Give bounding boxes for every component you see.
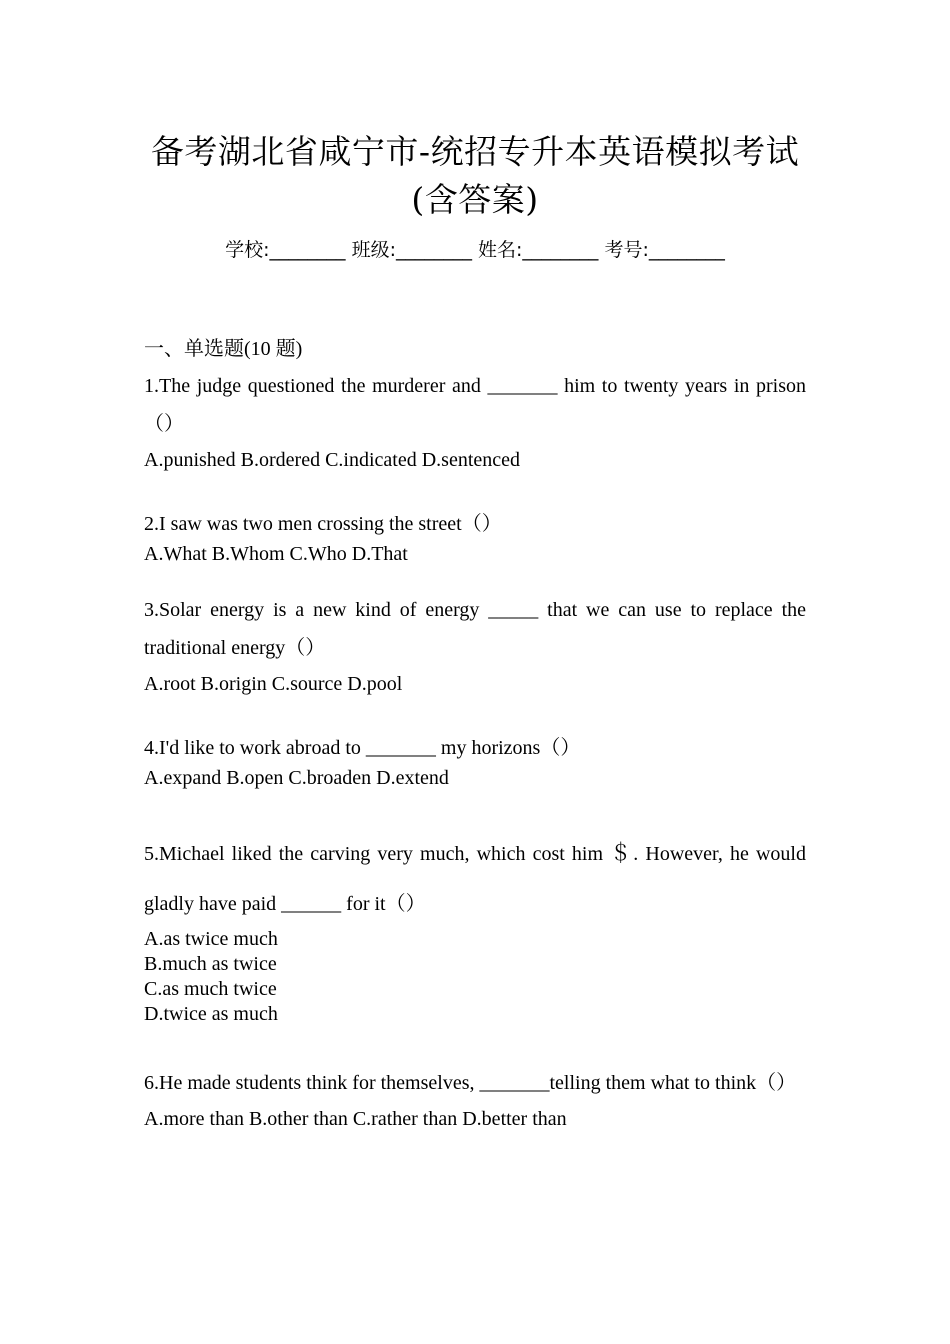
question-stem: 1.The judge questioned the murderer and _______ him to twenty years in prison（） (144, 375, 806, 435)
option-a: A.as twice much (144, 928, 278, 950)
option-d: D.twice as much (144, 1003, 278, 1025)
question-options: A.punished B.ordered C.indicated D.sentenced (144, 449, 521, 471)
question-3 (144, 591, 806, 697)
question-options: A.expand B.open C.broaden D.extend (144, 767, 449, 789)
page-title: 备考湖北省咸宁市-统招专升本英语模拟考试(含答案) (150, 132, 800, 219)
question-options: A.root B.origin C.source D.pool (144, 673, 403, 695)
question-6 (144, 1064, 806, 1132)
student-info-line: 学校:________ 班级:________ 姓名:________ 考号:________ (225, 239, 725, 261)
question-2 (144, 505, 806, 567)
option-b: B.much as twice (144, 953, 277, 975)
question-5 (144, 828, 806, 1027)
question-options: A.What B.Whom C.Who D.That (144, 543, 408, 565)
question-stem: 2.I saw was two men crossing the street（） (144, 513, 502, 535)
question-options (144, 927, 806, 1027)
section-heading: 一、单选题(10 题) (144, 338, 303, 360)
question-options: A.more than B.other than C.rather than D.better than (144, 1108, 567, 1130)
question-stem: 4.I'd like to work abroad to _______ my horizons（） (144, 737, 581, 759)
option-c: C.as much twice (144, 978, 277, 1000)
question-stem: 6.He made students think for themselves, _______telling them what to think（） (144, 1072, 797, 1094)
question-1 (144, 367, 806, 473)
question-stem: 5.Michael liked the carving very much, which cost him ＄. However, he would gladly have paid ______ for it（） (144, 841, 806, 915)
question-stem: 3.Solar energy is a new kind of energy _____ that we can use to replace the traditional energy（） (144, 599, 806, 659)
dollar-symbol: ＄ (610, 841, 634, 865)
question-4 (144, 729, 806, 791)
